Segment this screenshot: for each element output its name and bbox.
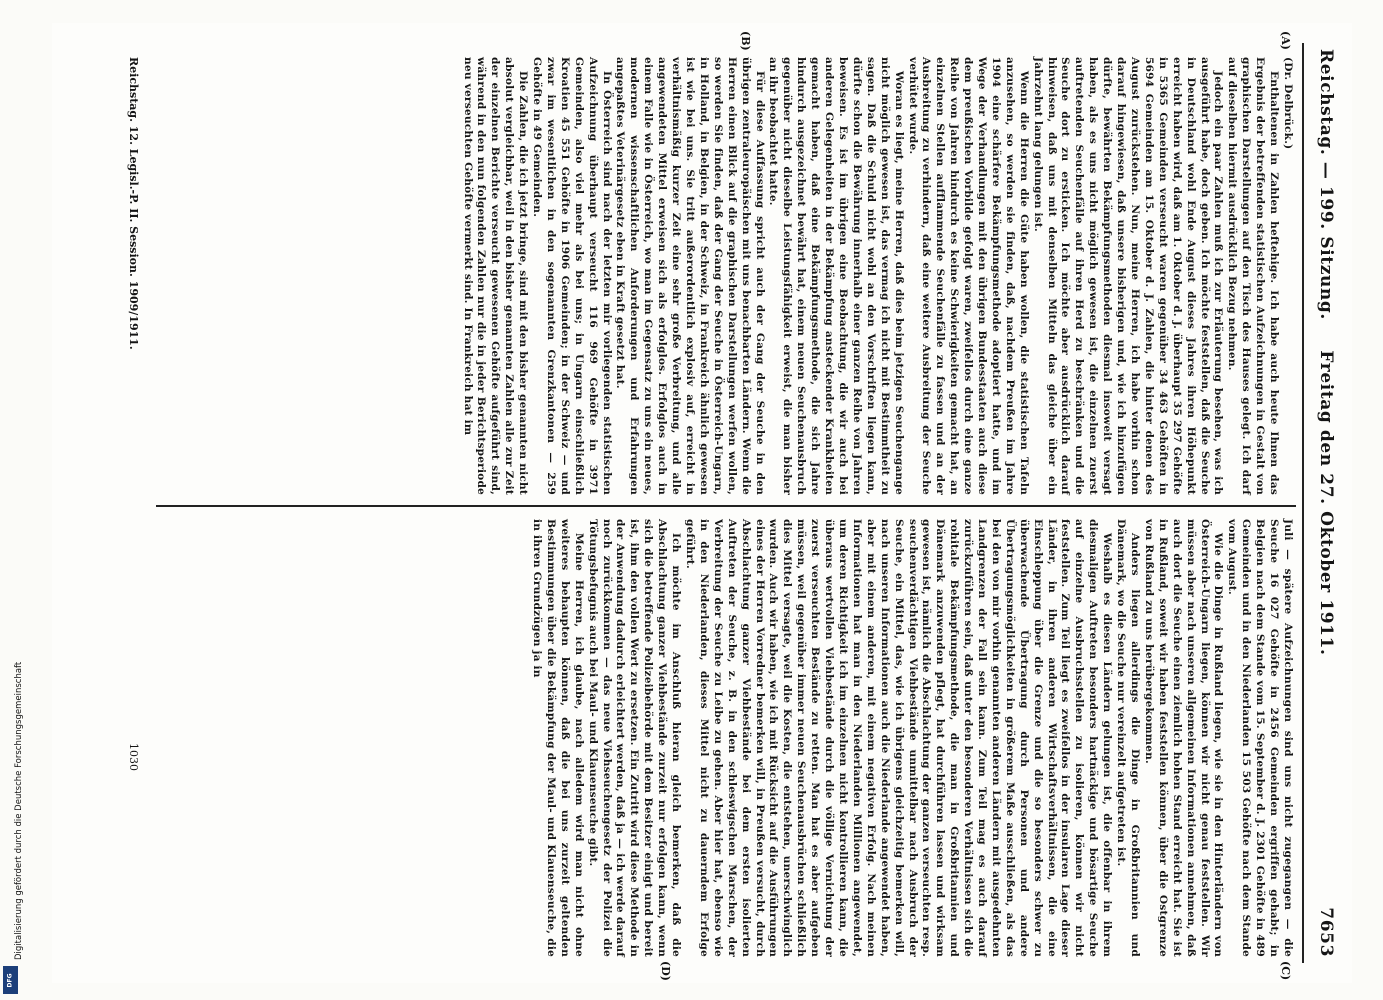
footer-page-number: 1030 xyxy=(127,743,140,771)
paragraph: Für diese Auffassung spricht auch der Gang der Seuche in den übrigen zentraleuropäischen mit uns benachbarten Ländern. Wenn die Herren einen Blick auf die graphischen Darstellungen werfen wollen, so werden Sie finden, daß der Gang der Seuche in Österreich-Ungarn, in Holland, in Belgien, in der Schweiz, in Frankreich ähnlich gewesen ist wie bei uns. Sie tritt außerordentlich explosiv auf, erreicht in verhältnismäßig kurzer Zeit eine sehr große Verbreitung, und alle angewendeten Mittel erweisen sich als erfolglos. Erfolglos auch in einem Falle wie in Österreich, wo man im Gegensatz zu uns ein neues, modernen wissenschaftlichen Anforderungen und Erfahrungen angepaßtes Veterinärgesetz eben in Kraft gesetzt hat. xyxy=(614,57,766,495)
header-rule xyxy=(1302,43,1304,963)
page-footer: Reichstag. 12. Legisl.-P. II. Session. 1909/1911. xyxy=(127,57,140,350)
paragraph: Woran es liegt, meine Herren, daß dies beim jetzigen Seuchengange nicht möglich gewesen ist, das vermag ich nicht mit Bestimmtheit zu sagen. Daß die Schuld nicht wohl an den Vorschriften liegen kann, dürfte schon die Bewährung innerhalb einer ganzen Reihe von Jahren beweisen. Es ist im übrigen eine Beobachtung, die wir auch bei anderen Gelegenheiten in der Bekämpfung ansteckender Krankheiten gemacht haben, daß eine Bekämpfungsmethode, die sich Jahre hindurch ausgezeichnet bewährt hat, einem neuen Seuchenausbruch gegenüber nicht dieselbe Leistungsfähigkeit erweist, die man bisher an ihr beobachtet hatte. xyxy=(767,57,905,495)
paragraph: Enthaltenen in Zahlen heftehige. Ich habe auch heute Ihnen das Ergebnis der betreffenden statistischen Aufzeichnungen in Gestalt von graphischen Darstellungen auf den Tisch des Hauses gelegt. Ich darf auf dieselben hiermit ausdrücklich Bezug nehmen. xyxy=(1226,57,1281,495)
page-header xyxy=(1310,49,1336,957)
right-column xyxy=(529,519,1294,957)
paragraph: Juli — spätere Aufzeichnungen sind uns nicht zugegangen — die Seuche 16 027 Gehöfte in 2456 Gemeinden ergriffen gehabt; in Belgien nach dem Stande vom 15. September d. J. 2301 Gehöfte in 489 Gemeinden und in den Niederlanden 15 503 Gehöfte nach dem Stande vom August. xyxy=(1226,519,1294,957)
header-session: Reichstag. — 199. Sitzung. xyxy=(1316,49,1336,320)
header-date: Freitag den 27. Oktober 1911. xyxy=(1316,350,1336,656)
left-column xyxy=(460,57,1294,495)
paragraph: Wie die Dinge in Rußland liegen, wie sie in den Hinterländern von Österreich-Ungarn liegen, können wir nicht genau feststellen. Wir müssen aber nach unseren allgemeinen Informationen annehmen, daß auch dort die Seuche einen ziemlich hohen Stand erreicht hat. Sie ist in Rußland, soweit wir haben feststellen können, über die Ostgrenze von Rußland zu uns herübergekommen. xyxy=(1142,519,1225,957)
paragraph: Meine Herren, ich glaube, nach alledem wird man nicht ohne weiteres behaupten können, daß die bei uns zurzeit geltenden Bestimmungen über die Bekämpfung der Maul- und Klauenseuche, die in ihren Grundzügen ja in xyxy=(531,519,585,957)
column-divider xyxy=(156,505,1296,507)
margin-marker-a: (A) xyxy=(1279,31,1292,50)
document-page xyxy=(52,23,1352,983)
paragraph: Jedoch ein paar Zahlen muß ich zur Erläuterung besehen, was ich ausgeführt habe, doch geben. Ich möchte feststellen, daß die Seuche in Deutschland wohl Ende August dieses Jahres ihren Höhepunkt erreicht haben wird, daß am 1. Oktober d. J. überhaupt 35 297 Gehöfte in 5365 Gemeinden verseucht waren gegenüber 34 463 Gehöften in 5694 Gemeinden am 15. Oktober d. J. Zahlen, die hinter denen des August zurückstehen. Nun, meine Herren, ich habe vorhin schon darauf hingewiesen, daß unsere bisherigen und, wie ich hinzufügen dürfte, bewährten Bekämpfungsmethoden diesmal insoweit versagt haben, als es uns nicht möglich gewesen ist, die einzelnen zuerst auftretenden Seuchenfälle auf ihren Herd zu beschränken und die Seuche dort zu ersticken. Ich möchte aber ausdrücklich darauf hinweisen, daß uns mit denselben Mitteln das gleiche über ein Jahrzehnt lang gelungen ist. xyxy=(1031,57,1225,495)
margin-marker-b: (B) xyxy=(739,31,752,51)
margin-marker-d: (D) xyxy=(659,961,672,981)
dfg-logo-text: DFG xyxy=(6,972,14,988)
digitization-credit xyxy=(0,0,22,1000)
paragraph: In Österreich sind nach der letzten mir vorliegenden statistischen Aufzeichnung überhaupt verseucht 116 969 Gehöfte in 3971 Gemeinden, also viel mehr als bei uns; in Ungarn einschließlich Kroatien 45 551 Gehöfte in 1906 Gemeinden; in der Schweiz — und zwar im wesentlichen in den sogenannten Grenzkantonen — 259 Gehöfte in 49 Gemeinden. xyxy=(531,57,613,495)
credit-text: Digitalisierung gefördert durch die Deutsche Forschungsgemeinschaft xyxy=(14,661,24,960)
paragraph: Anders liegen allerdings die Dinge in Großbritannien und Dänemark, wo die Seuche nur vereinzelt aufgetreten ist. xyxy=(1115,519,1142,957)
header-page-number: 7653 xyxy=(1316,907,1336,957)
margin-marker-c: (C) xyxy=(1279,961,1292,981)
paragraph: Wenn die Herren die Güte haben wollen, die statistischen Tafeln anzusehen, so werden sie finden, daß, nachdem Preußen im Jahre 1904 eine schärfere Bekämpfungsmethode adoptiert hatte, und im Wege der Verhandlungen mit den übrigen Bundesstaaten auch diese dem preußischen Vorbilde gefolgt waren, zweifellos durch eine ganze Reihe von Jahren hindurch es keine Schwierigkeiten gemacht hat, an einzelnen Stellen aufflammende Seuchenfälle zu fassen und an der Ausbreitung zu verhindern, daß eine weitere Ausbreitung der Seuche verhütet wurde. xyxy=(906,57,1030,495)
paragraph: Ich möchte im Anschluß hieran gleich bemerken, daß die Abschlachtung ganzer Viehbestände zurzeit nur erfolgen kann, wenn sich die betreffende Polizeibehörde mit dem Besitzer einigt und bereit ist, ihm den vollen Wert zu ersetzen. Ein Zutritt wird diese Methode in der Anwendung dadurch erleichtert werden, daß ja — ich werde darauf noch zurückkommen — das neue Viehseuchengesetz der Polizei die Tötungsbefugnis auch bei Maul- und Klauenseuche gibt. xyxy=(586,519,683,957)
paragraph: Weshalb es diesen Ländern gelungen ist, die offenbar in ihrem diesmaligen Auftreten besonders hartnäckige und bösartige Seuche auf einzelne Ausbruchsstellen zu isolieren, können wir nicht feststellen. Zum Teil liegt es zweifellos in der insularen Lage dieser Länder, in ihren anderen Wirtschaftsverhältnissen, die eine Einschleppung über die Grenze und die so besonders schwer zu überwachende Übertragung durch Personen und andere Übertragungsmöglichkeiten in größerem Maße ausschließen, als das bei den von mir vorhin genannten anderen Ländern mit ausgedehnten Landgrenzen der Fall sein kann. Zum Teil mag es auch darauf zurückzuführen sein, daß unter den besonderen Verhältnissen sich die rohitale Bekämpfungsmethode, die man in Großbritannien und Dänemark anzuwenden pflegt, hat durchführen lassen und wirksam gewesen ist, nämlich die Abschlachtung der ganzen verseuchten resp. seuchenverdächtigen Viehbestände unmittelbar nach Ausbruch der Seuche, ein Mittel, das, wie ich übrigens gleichzeitig bemerken will, nach unseren Informationen auch die Niederlande angewendet haben, aber mit einem anderen, mit einem negativen Erfolg. Nach meinen Informationen hat man in den Niederlanden Millionen angewendet, um deren Richtigkeit ich im einzelnen nicht kontrollieren kann, die überaus wertvollen Viehbestände durch die völlige Vernichtung der zuerst verseuchten Bestände zu retten. Man hat es aber aufgeben müssen, weil gegenüber immer neuen Seuchenausbrüchen schließlich dies Mittel versagte, weil die Kosten, die entstehen, unerschwinglich wurden. Auch wir haben, wie ich mit Rücksicht auf die Ausführungen eines der Herren Vorredner bemerken will, in Preußen versucht, durch Abschlachtung ganzer Viehbestände bei dem ersten isolierten Auftreten der Seuche, z. B. in den schleswigschen Marschen, der Verbreitung der Seuche zu Leibe zu gehen. Aber hier hat, ebenso wie in den Niederlanden, dieses Mittel nicht zu dauerndem Erfolge geführt. xyxy=(684,519,1114,957)
paragraph: Die Zahlen, die ich jetzt bringe, sind mit den bisher genannten nicht absolut vergleichbar, weil in den bisher genannten Zahlen alle zur Zeit der einzelnen Berichte verseucht gewesenen Gehöfte aufgeführt sind, während in den nun folgenden Zahlen nur die in jeder Berichtsperiode neu verseuchten Gehöfte vermerkt sind. In Frankreich hat im xyxy=(461,57,530,495)
dfg-logo xyxy=(3,966,18,994)
speaker-label: (Dr. Delbrück.) xyxy=(1282,57,1294,150)
